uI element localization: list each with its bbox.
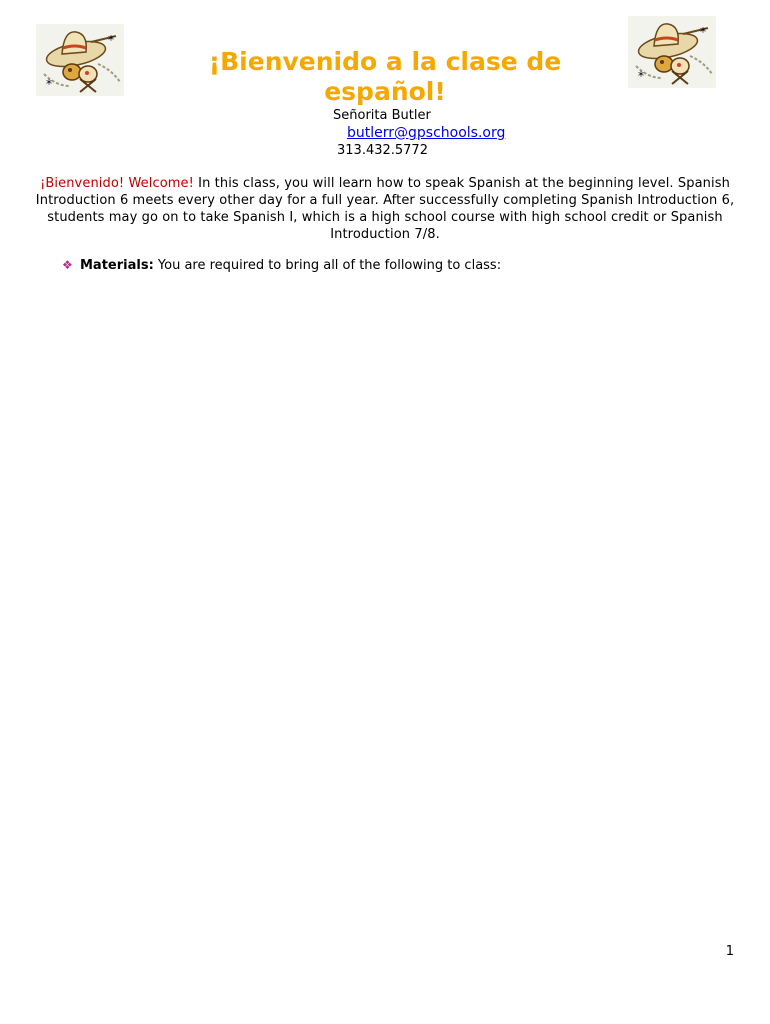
sombrero-maracas-clipart [628, 16, 716, 88]
diamond-bullet-icon: ❖ [62, 258, 73, 272]
materials-text: You are required to bring all of the following to class: [153, 258, 502, 273]
page-number: 1 [725, 944, 734, 959]
intro-greeting: ¡Bienvenido! Welcome! [40, 176, 194, 191]
svg-text:*: * [700, 25, 706, 39]
teacher-email-link[interactable]: butlerr@gpschools.org [347, 125, 506, 141]
svg-text:*: * [108, 33, 114, 47]
intro-paragraph [34, 175, 736, 243]
teacher-phone: 313.432.5772 [337, 143, 428, 158]
materials-item [62, 257, 501, 274]
intro-body: In this class, you will learn how to speak Spanish at the beginning level. Spanish Introduction 6 meets every other day for a full year. After successfully completing Spanish Introduction 6, students may go on to take Spanish I, which is a high school course with high school credit or Spanish Introduction 7/8. [35, 176, 735, 242]
svg-text:*: * [46, 77, 52, 91]
materials-label: Materials: [80, 258, 154, 273]
svg-text:*: * [638, 69, 644, 83]
page-title: ¡Bienvenido a la clase de español! [208, 47, 562, 106]
teacher-name: Señorita Butler [333, 108, 431, 123]
sombrero-maracas-clipart [36, 24, 124, 96]
